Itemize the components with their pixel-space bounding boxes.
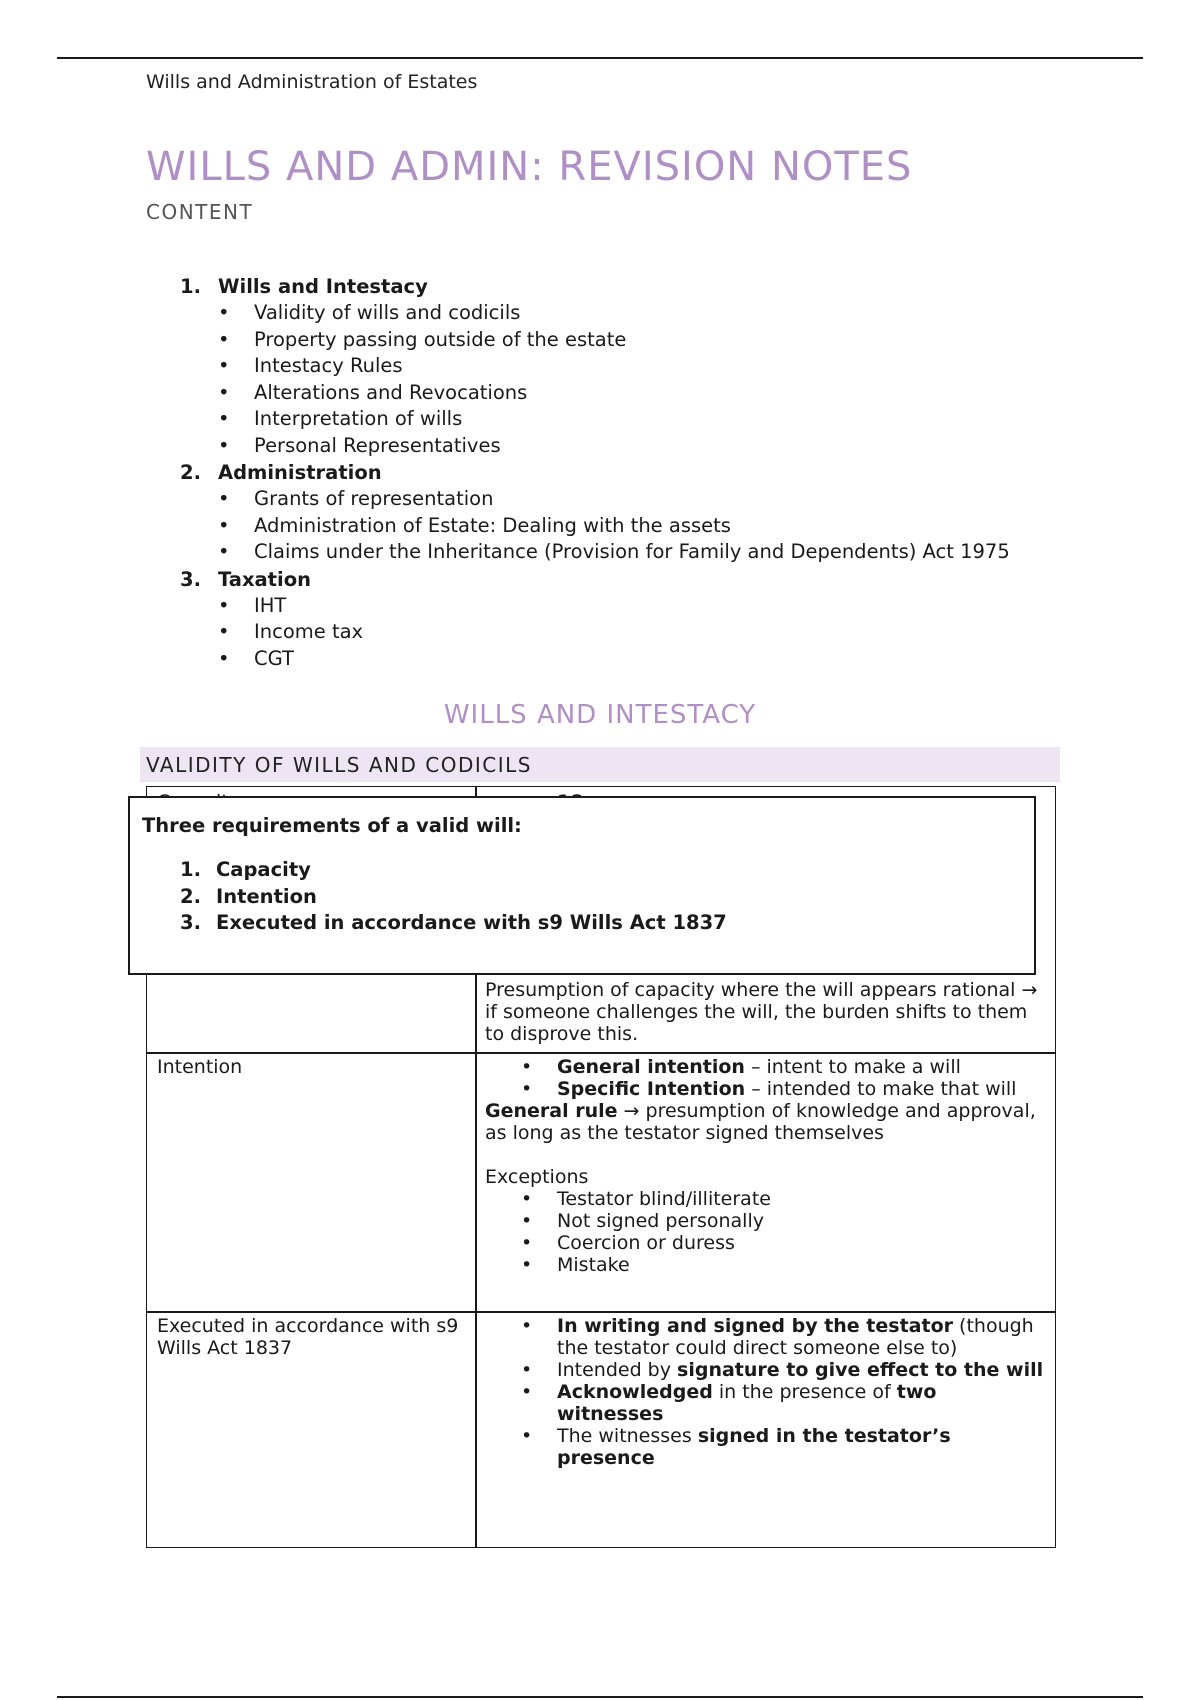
requirement-item: 2. Intention [180, 885, 317, 908]
table-of-contents [180, 273, 1010, 672]
toc-section-number: 2. [180, 461, 201, 484]
running-header: Wills and Administration of Estates [146, 71, 478, 93]
execution-item: • Acknowledged in the presence of two witnesses [485, 1381, 1045, 1425]
toc-item-label: Personal Representatives [254, 433, 501, 457]
exception-item: • Testator blind/illiterate [485, 1188, 1045, 1210]
toc-section-number: 3. [180, 567, 201, 591]
toc-item-label: IHT [254, 593, 287, 617]
toc-section-title [180, 459, 1010, 486]
execution-item: • Intended by signature to give effect to the will [485, 1359, 1045, 1381]
exception-item: • Not signed personally [485, 1210, 1045, 1232]
table-row-divider [147, 1311, 1055, 1313]
toc-item: • CGT [218, 646, 294, 670]
intention-content [485, 1056, 1045, 1276]
toc-item: • Grants of representation [218, 487, 494, 510]
requirement-item: 1. Capacity [180, 858, 311, 881]
execution-label: Executed in accordance with s9 Wills Act 1837 [157, 1315, 459, 1359]
toc-item: • Interpretation of wills [218, 407, 463, 430]
toc-item: • Income tax [218, 620, 364, 643]
section-heading: WILLS AND INTESTACY [443, 700, 757, 730]
general-rule-text: General rule → presumption of knowledge and approval, as long as the testator signed themselves [485, 1100, 1036, 1144]
toc-item-label: Income tax [254, 620, 364, 643]
requirement-item: 3. Executed in accordance with s9 Wills Act 1837 [180, 911, 727, 934]
execution-content [485, 1315, 1045, 1469]
toc-item-label: Intestacy Rules [254, 354, 403, 377]
specific-intention-item: • Specific Intention – intended to make that will [485, 1078, 1045, 1100]
content-heading: CONTENT [146, 200, 254, 224]
toc-item: • Claims under the Inheritance (Provision for Family and Dependents) Act 1975 [218, 540, 1010, 563]
toc-section-label: Taxation [218, 567, 311, 591]
requirements-title: Three requirements of a valid will: [142, 814, 522, 837]
subsection-heading: VALIDITY OF WILLS AND CODICILS [146, 753, 532, 777]
document-title: WILLS AND ADMIN: REVISION NOTES [146, 144, 913, 190]
toc-item-label: Claims under the Inheritance (Provision for Family and Dependents) Act 1975 [254, 540, 1010, 563]
execution-item: • In writing and signed by the testator (though the testator could direct someone else to) [485, 1315, 1045, 1359]
toc-section-taxation [180, 566, 1010, 673]
intention-label: Intention [157, 1056, 243, 1078]
toc-item: • Property passing outside of the estate [218, 327, 627, 351]
toc-section-title [180, 566, 1010, 593]
requirements-callout [128, 796, 1036, 975]
table-row-divider [147, 1052, 1055, 1054]
toc-item: • Personal Representatives [218, 433, 501, 457]
toc-section-label: Wills and Intestacy [218, 275, 428, 298]
exception-item: • Coercion or duress [485, 1232, 1045, 1254]
capacity-presumption: Presumption of capacity where the will appears rational → if someone challenges the will, the burden shifts to them to disprove this. [485, 979, 1038, 1045]
general-intention-item: • General intention – intent to make a will [485, 1056, 1045, 1078]
exceptions-label: Exceptions [485, 1166, 589, 1188]
toc-section-number: 1. [180, 275, 201, 298]
toc-section-title [180, 273, 1010, 300]
toc-section-administration [180, 459, 1010, 566]
toc-item: • Validity of wills and codicils [218, 301, 521, 324]
toc-item-label: Interpretation of wills [254, 407, 463, 430]
footer-rule [57, 1696, 1143, 1698]
toc-item-label: Administration of Estate: Dealing with the assets [254, 513, 731, 537]
toc-section-wills [180, 273, 1010, 459]
header-rule [57, 57, 1143, 59]
toc-item-label: Grants of representation [254, 487, 494, 510]
toc-item-label: Alterations and Revocations [254, 380, 528, 404]
execution-item: • The witnesses signed in the testator’s presence [485, 1425, 1045, 1469]
toc-item: • IHT [218, 593, 287, 617]
toc-item: • Intestacy Rules [218, 354, 403, 377]
toc-item-label: Property passing outside of the estate [254, 327, 627, 351]
toc-item: • Alterations and Revocations [218, 380, 528, 404]
toc-item-label: Validity of wills and codicils [254, 301, 521, 324]
toc-section-label: Administration [218, 461, 382, 484]
toc-item: • Administration of Estate: Dealing with the assets [218, 513, 731, 537]
exception-item: • Mistake [485, 1254, 1045, 1276]
toc-item-label: CGT [254, 646, 294, 670]
